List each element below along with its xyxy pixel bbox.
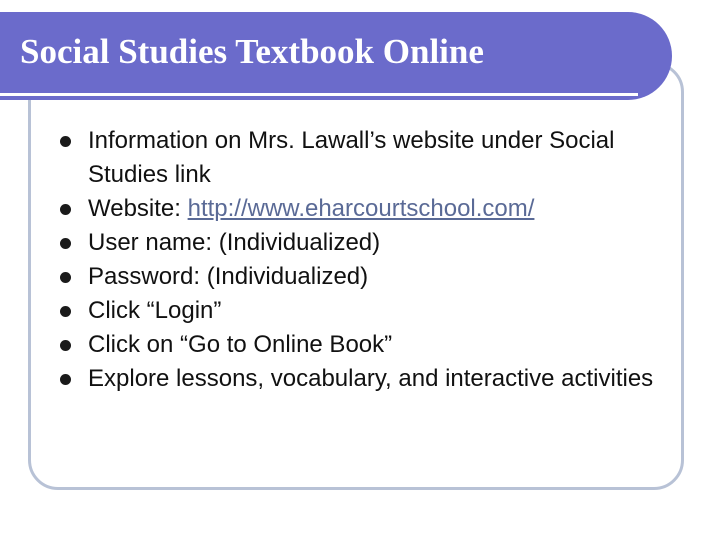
bullet-dot-icon [60,204,71,215]
website-label: Website: [88,195,188,222]
website-link[interactable]: http://www.eharcourtschool.com/ [187,195,535,222]
bullet-text: Explore lessons, vocabulary, and interactive activities [88,365,654,392]
title-underline [0,93,638,96]
bullet-item-explore [0,362,668,396]
bullet-item-password [0,260,668,294]
bullet-dot-icon [60,272,71,283]
bullet-dot-icon [60,374,71,385]
bullet-text: Information on Mrs. Lawall’s website under Social Studies link [88,127,615,188]
bullet-item-username [0,226,668,260]
bullet-text: Click “Login” [88,297,222,324]
bullet-item-website [0,192,668,226]
slide-title: Social Studies Textbook Online [20,32,484,71]
bullet-dot-icon [60,136,71,147]
bullet-dot-icon [60,340,71,351]
bullet-list [0,124,668,396]
bullet-item-info [0,124,668,192]
bullet-item-login [0,294,668,328]
bullet-dot-icon [60,238,71,249]
bullet-text: User name: (Individualized) [88,229,381,256]
bullet-dot-icon [60,306,71,317]
bullet-item-online-book [0,328,668,362]
bullet-text: Click on “Go to Online Book” [88,331,393,358]
bullet-text: Password: (Individualized) [88,263,369,290]
